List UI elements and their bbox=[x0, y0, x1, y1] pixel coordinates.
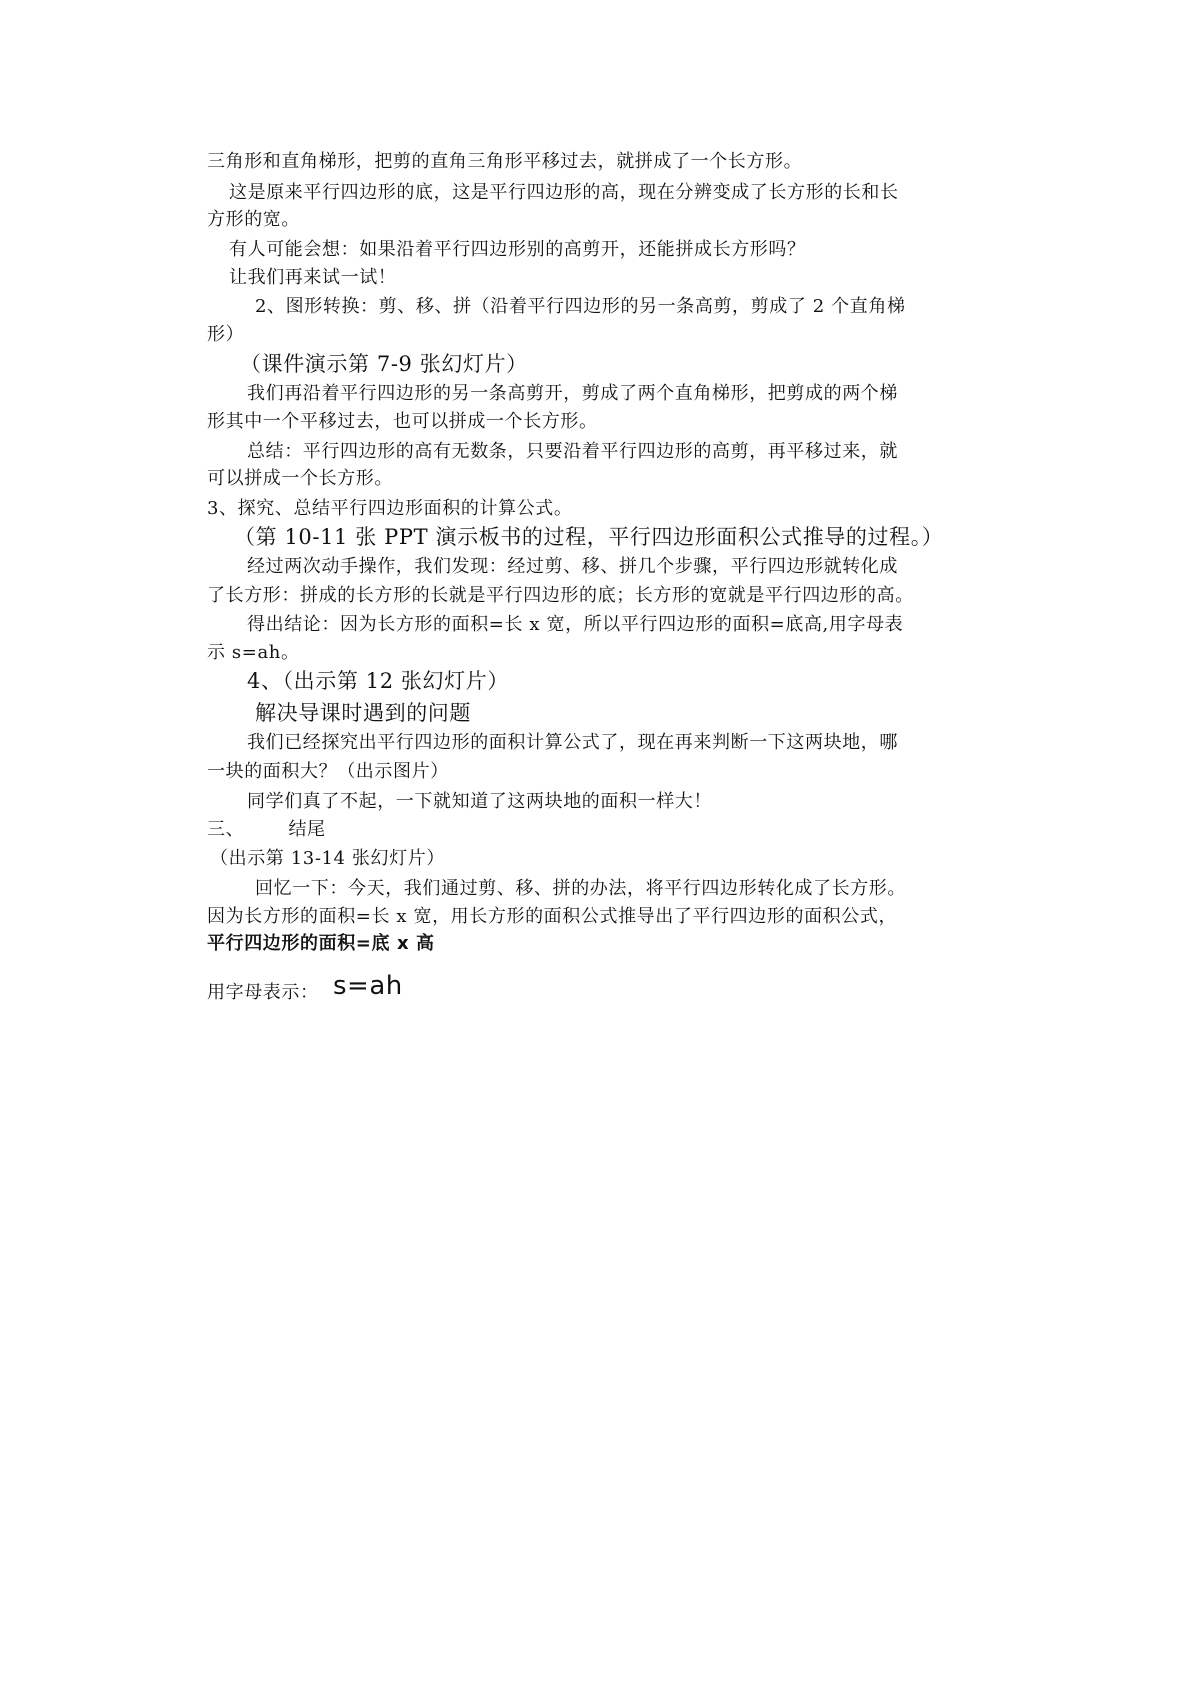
text-line: （课件演示第 7-9 张幻灯片） bbox=[240, 352, 528, 376]
formula-text: s=ah bbox=[333, 971, 403, 1001]
text-line: 一块的面积大？（出示图片） bbox=[207, 761, 449, 782]
text-line: 我们已经探究出平行四边形的面积计算公式了，现在再来判断一下这两块地，哪 bbox=[247, 732, 898, 753]
text-line: 4、（出示第 12 张幻灯片） bbox=[247, 669, 509, 693]
text-line: 示 s=ah。 bbox=[207, 642, 300, 663]
text-line: 方形的宽。 bbox=[207, 209, 300, 230]
text-line: （出示第 13-14 张幻灯片） bbox=[210, 848, 445, 869]
text-line: 因为长方形的面积=长 x 宽，用长方形的面积公式推导出了平行四边形的面积公式， bbox=[207, 906, 898, 927]
text-line: 三角形和直角梯形，把剪的直角三角形平移过去，就拼成了一个长方形。 bbox=[207, 151, 803, 172]
text-line: 让我们再来试一试！ bbox=[229, 267, 397, 288]
text-line: 回忆一下：今天，我们通过剪、移、拼的办法，将平行四边形转化成了长方形。 bbox=[255, 878, 906, 899]
section-heading: 三、 结尾 bbox=[207, 819, 326, 840]
text-line: 得出结论：因为长方形的面积=长 x 宽，所以平行四边形的面积=底高,用字母表 bbox=[247, 614, 904, 635]
text-line: 我们再沿着平行四边形的另一条高剪开，剪成了两个直角梯形，把剪成的两个梯 bbox=[247, 383, 898, 404]
text-line: 形） bbox=[207, 324, 245, 345]
text-line: 同学们真了不起，一下就知道了这两块地的面积一样大！ bbox=[247, 791, 712, 812]
formula-line: 平行四边形的面积=底 x 高 bbox=[207, 933, 435, 954]
text-line: 2、图形转换：剪、移、拼（沿着平行四边形的另一条高剪，剪成了 2 个直角梯 bbox=[255, 296, 906, 317]
text-line: 总结：平行四边形的高有无数条，只要沿着平行四边形的高剪，再平移过来，就 bbox=[247, 441, 898, 462]
text-line: 形其中一个平移过去，也可以拼成一个长方形。 bbox=[207, 411, 598, 432]
text-line: 经过两次动手操作，我们发现：经过剪、移、拼几个步骤，平行四边形就转化成 bbox=[247, 556, 898, 577]
text-line: （第 10-11 张 PPT 演示板书的过程，平行四边形面积公式推导的过程。） bbox=[234, 525, 944, 549]
text-line: 了长方形：拼成的长方形的长就是平行四边形的底；长方形的宽就是平行四边形的高。 bbox=[207, 585, 914, 606]
text-line: 解决导课时遇到的问题 bbox=[255, 701, 471, 725]
formula-label: 用字母表示： bbox=[207, 982, 319, 1003]
text-line: 可以拼成一个长方形。 bbox=[207, 468, 393, 489]
text-line: 这是原来平行四边形的底，这是平行四边形的高，现在分辨变成了长方形的长和长 bbox=[229, 182, 899, 203]
section-heading: 3、探究、总结平行四边形面积的计算公式。 bbox=[207, 498, 573, 519]
text-line: 有人可能会想：如果沿着平行四边形别的高剪开，还能拼成长方形吗？ bbox=[229, 239, 806, 260]
